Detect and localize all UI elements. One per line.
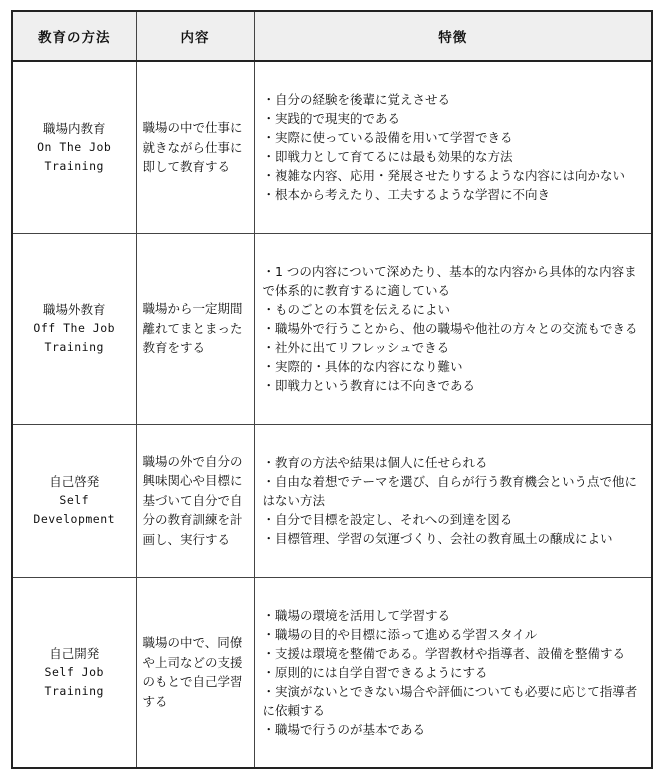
method-name-en: Self [59,493,90,507]
feature-item: ・職場の環境を活用して学習する [262,607,451,623]
feature-item: ・原則的には自学自習できるようにする [262,664,488,680]
method-name-en: On The Job [37,139,112,154]
method-name-jp: 自己開発 [49,645,100,661]
feature-item: ・実際的・具体的な内容になり難い [262,359,463,374]
method-name-en: Training [44,340,104,354]
feature-item: ・教育の方法や結果は個人に任せられる [262,455,488,470]
method-name-en: Self Job [44,664,104,679]
feature-item: ・職場の目的や目標に添って進める学習スタイル [262,626,538,642]
method-name-jp: 自己啓発 [49,474,100,489]
feature-item: ・目標管理、学習の気運づくり、会社の教育風土の醸成によい [262,531,613,546]
education-methods-table [11,10,653,769]
feature-item: ・社外に出てリフレッシュできる [262,340,450,355]
feature-item: ・実演がないとできない場合や評価についても必要に応じて指導者に依頼する [262,683,638,718]
feature-item: ・即戦力という教育には不向きである [262,378,476,393]
header-content: 内容 [136,11,254,61]
header-method: 教育の方法 [12,11,136,61]
method-cell [12,233,136,424]
method-cell [12,577,136,768]
method-cell [12,424,136,577]
features-cell [254,424,652,577]
method-name-en: Training [44,158,104,173]
table-row-offjt [12,233,652,424]
method-name-jp: 職場外教育 [42,302,106,317]
feature-item: ・職場で行うのが基本である [262,721,426,737]
feature-item: ・根本から考えたり、工夫するような学習に不向き [262,187,551,203]
feature-item: ・即戦力として育てるには最も効果的な方法 [262,149,513,165]
table-row-ojt [12,61,652,233]
content-cell: 職場から一定期間離れてまとまった教育をする [136,233,254,424]
feature-item: ・複雑な内容、応用・発展させたりするような内容には向かない [262,168,626,184]
content-cell: 職場の外で自分の興味関心や目標に基づいて自分で自分の教育訓練を計画し、実行する [136,424,254,577]
table-row-self-development [12,424,652,577]
method-name-en: Off The Job [33,321,116,335]
feature-item: ・実際に使っている設備を用いて学習できる [262,130,513,146]
feature-item: ・ものごとの本質を伝えるによい [262,302,451,317]
method-cell [12,61,136,233]
table-row-sjt [12,577,652,768]
feature-item: ・実践的で現実的である [262,111,401,127]
feature-item: ・自由な着想でテーマを選び、自らが行う教育機会という点で他にはない方法 [262,474,638,508]
features-cell [254,233,652,424]
feature-item: ・職場外で行うことから、他の職場や他社の方々との交流もできる [262,321,638,336]
header-row [12,11,652,61]
content-cell: 職場の中で仕事に就きながら仕事に即して教育する [136,61,254,233]
method-name-jp: 職場内教育 [42,120,106,136]
features-cell [254,61,652,233]
content-cell: 職場の中で、同僚や上司などの支援のもとで自己学習する [136,577,254,768]
header-features: 特徴 [254,11,652,61]
method-name-en: Training [44,683,104,698]
features-cell [254,577,652,768]
feature-item: ・支援は環境を整備である。学習教材や指導者、設備を整備する [262,645,626,661]
method-name-en: Development [33,512,116,526]
feature-item: ・自分で目標を設定し、それへの到達を図る [262,512,513,527]
feature-item: ・1 つの内容について深めたり、基本的な内容から具体的な内容まで体系的に教育するに適している [262,264,637,298]
feature-item: ・自分の経験を後輩に覚えさせる [262,92,451,108]
